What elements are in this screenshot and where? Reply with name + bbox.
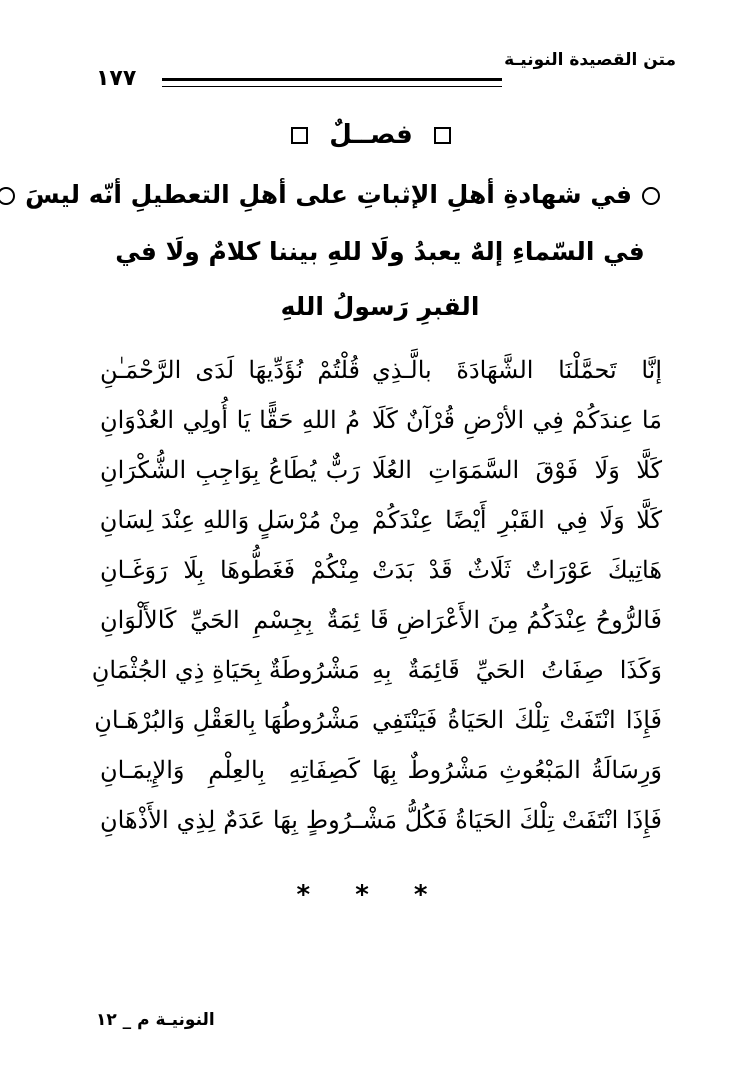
verse-second-hemistich: مِنْكُمْ فَغَطُّوهَا بِلَا رَوَغَـانِ xyxy=(100,556,360,584)
verse-first-hemistich: فَإِذَا انْتَفَتْ تِلْكَ الحَيَاةُ فَكُلُّ مَشْـ xyxy=(355,806,662,834)
verse-line xyxy=(0,406,742,456)
verse-second-hemistich: كَصِفَاتِهِ بِالعِلْمِ وَالإِيمَـانِ xyxy=(100,756,360,784)
subtitle-line-3: القبرِ رَسولُ اللهِ xyxy=(280,292,480,321)
header-rule xyxy=(162,78,502,81)
verse-second-hemistich: مَشْرُوطُهَا بِالعَقْلِ وَالبُرْهَـانِ xyxy=(94,706,360,734)
verse-second-hemistich: رَبٌّ يُطَاعُ بِوَاجِبِ الشُّكْرَانِ xyxy=(100,456,360,484)
verse-line xyxy=(0,756,742,806)
verse-first-hemistich: مَا عِندَكُمْ فِي الأرْضِ قُرْآنٌ كَلَا xyxy=(372,406,662,434)
verse-first-hemistich: كَلَّا وَلَا فَوْقَ السَّمَوَاتِ العُلَا xyxy=(372,456,662,484)
verse-second-hemistich: مَشْرُوطَةٌ بِحَيَاةِ ذِي الجُثْمَانِ xyxy=(91,656,360,684)
verse-line xyxy=(0,706,742,756)
square-ornament-icon xyxy=(434,127,451,144)
verse-line xyxy=(0,556,742,606)
verse-first-hemistich: وَكَذَا صِفَاتُ الحَيِّ قَائِمَةٌ بِهِ xyxy=(372,656,662,684)
subtitle-line-1 xyxy=(25,180,670,209)
page-number: ١٧٧ xyxy=(96,66,137,91)
verse-first-hemistich: وَرِسَالَةُ المَبْعُوثِ مَشْرُوطٌ بِهَا xyxy=(372,756,662,784)
section-heading xyxy=(0,120,742,150)
signature-mark: النونيـة م _ ١٢ xyxy=(96,1010,215,1030)
circle-ornament-icon xyxy=(0,187,15,205)
square-ornament-icon xyxy=(291,127,308,144)
verse-line xyxy=(0,656,742,706)
verse-line xyxy=(0,806,742,856)
verse-line xyxy=(0,506,742,556)
header-rule-thin xyxy=(162,86,502,87)
verse-second-hemistich: ـرُوطٍ بِهَا عَدَمٌ لِذِي الأَذْهَانِ xyxy=(100,806,360,834)
verse-first-hemistich: فَالرُّوحُ عِنْدَكُمُ مِنَ الأَعْرَاضِ قَا xyxy=(369,606,662,634)
subtitle-line-2: في السّماءِ إلهٌ يعبدُ ولَا للهِ بيننا كلامٌ ولَا في xyxy=(115,237,645,266)
verse-first-hemistich: هَاتِيكَ عَوْرَاتٌ ثَلَاثٌ قَدْ بَدَتْ xyxy=(372,556,662,584)
running-title: متن القصيدة النونيـة xyxy=(504,50,676,70)
subtitle-line-1-text: في شهادةِ أهلِ الإثباتِ على أهلِ التعطيلِ أنّه ليسَ xyxy=(25,180,632,209)
verse-second-hemistich: ئِمَةٌ بِجِسْمِ الحَيِّ كَالأَلْوَانِ xyxy=(100,606,360,634)
section-title: فصــلٌ xyxy=(329,120,413,150)
verse-line xyxy=(0,356,742,406)
verse-first-hemistich: كَلَّا وَلَا فِي القَبْرِ أَيْضًا عِنْدَكُمْ xyxy=(372,506,662,534)
verse-second-hemistich: مُ اللهِ حَقًّا يَا أُولِي العُدْوَانِ xyxy=(100,406,360,434)
verse-second-hemistich: قُلْتُمْ نُؤَدِّيهَا لَدَى الرَّحْمَـٰنِ xyxy=(100,356,360,384)
verse-line xyxy=(0,606,742,656)
verse-first-hemistich: إنَّا تَحمَّلْنَا الشَّهَادَةَ بالَّـذِي xyxy=(372,356,662,384)
verse-first-hemistich: فَإِذَا انْتَفَتْ تِلْكَ الحَيَاةُ فَيَنْتَفِي xyxy=(372,706,662,734)
verse-line xyxy=(0,456,742,506)
verse-second-hemistich: مِنْ مُرْسَلٍ وَاللهِ عِنْدَ لِسَانِ xyxy=(99,506,360,534)
section-separator: * * * xyxy=(296,880,446,910)
circle-ornament-icon xyxy=(642,187,660,205)
